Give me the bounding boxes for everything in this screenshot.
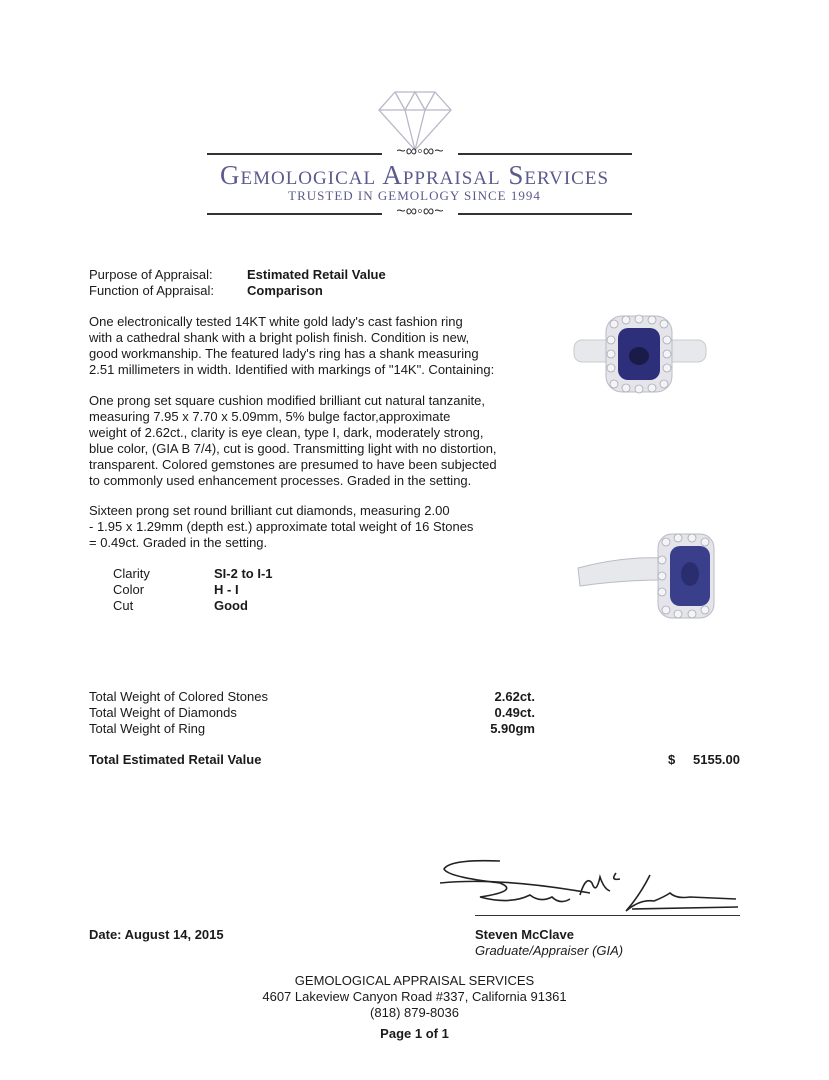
text-line: transparent. Colored gemstones are presumed to have been subjected	[89, 457, 497, 472]
text-line: - 1.95 x 1.29mm (depth est.) approximate total weight of 16 Stones	[89, 519, 474, 534]
diamond-description	[89, 503, 473, 551]
grade-labels	[113, 566, 150, 614]
footer-company: GEMOLOGICAL APPRAISAL SERVICES	[294, 973, 535, 988]
text-line: weight of 2.62ct., clarity is eye clean, type I, dark, moderately strong,	[89, 425, 484, 440]
flourish-icon: ~∞◦∞~	[396, 143, 444, 160]
total-diamonds-label: Total Weight of Diamonds	[89, 705, 237, 720]
text-line: with a cathedral shank with a bright polish finish. Condition is new,	[89, 330, 470, 345]
color-label: Color	[113, 582, 145, 597]
cut-value: Good	[214, 598, 248, 613]
total-ring-label: Total Weight of Ring	[89, 721, 206, 736]
text-line: good workmanship. The featured lady's ring has a shank measuring	[89, 346, 479, 361]
grade-values	[214, 566, 273, 614]
text-line: blue color, (GIA B 7/4), cut is good. Transmitting light with no distortion,	[89, 441, 497, 456]
text-line: 2.51 millimeters in width. Identified with markings of "14K". Containing:	[89, 362, 495, 377]
currency-symbol: $	[668, 752, 676, 767]
footer-phone: (818) 879-8036	[370, 1005, 459, 1020]
text-line: One prong set square cushion modified brilliant cut natural tanzanite,	[89, 393, 486, 408]
company-name: Gemological Appraisal Services	[219, 160, 610, 190]
retail-value-label: Total Estimated Retail Value	[89, 752, 262, 767]
retail-value: 5155.00	[693, 752, 740, 767]
text-line: measuring 7.95 x 7.70 x 5.09mm, 5% bulge factor,approximate	[89, 409, 451, 424]
function-label: Function of Appraisal:	[89, 283, 215, 298]
appraiser-title: Graduate/Appraiser (GIA)	[475, 943, 624, 958]
ring-description	[89, 314, 494, 378]
total-colored-stones-label: Total Weight of Colored Stones	[89, 689, 268, 704]
purpose-label: Purpose of Appraisal:	[89, 267, 213, 282]
total-diamonds-value: 0.49ct.	[494, 705, 535, 720]
cut-label: Cut	[113, 598, 134, 613]
text-line: One electronically tested 14KT white gold lady's cast fashion ring	[89, 314, 463, 329]
appraisal-date: Date: August 14, 2015	[89, 927, 224, 942]
function-value: Comparison	[247, 283, 323, 298]
total-ring-value: 5.90gm	[490, 721, 535, 736]
company-tagline: TRUSTED IN GEMOLOGY SINCE 1994	[288, 188, 541, 203]
clarity-label: Clarity	[113, 566, 150, 581]
text-line: to commonly used enhancement processes. Graded in the setting.	[89, 473, 472, 488]
totals-values	[435, 689, 535, 737]
page-number: Page 1 of 1	[380, 1026, 449, 1041]
header-rule-bottom	[207, 213, 382, 215]
clarity-value: SI-2 to I-1	[214, 566, 273, 581]
color-value: H - I	[214, 582, 239, 597]
totals-labels	[89, 689, 268, 737]
tanzanite-description	[89, 393, 497, 489]
footer-address: 4607 Lakeview Canyon Road #337, California 91361	[262, 989, 567, 1004]
purpose-value: Estimated Retail Value	[247, 267, 386, 282]
text-line: = 0.49ct. Graded in the setting.	[89, 535, 268, 550]
ring-side-view-image	[572, 528, 722, 628]
header-rule-bottom	[458, 213, 632, 215]
header-rule-top	[207, 153, 382, 155]
total-colored-stones-value: 2.62ct.	[494, 689, 535, 704]
flourish-icon: ~∞◦∞~	[396, 203, 444, 220]
appraiser-name: Steven McClave	[475, 927, 574, 942]
ring-top-view-image	[570, 310, 710, 400]
signature-line	[475, 915, 740, 916]
header-rule-top	[458, 153, 632, 155]
text-line: Sixteen prong set round brilliant cut diamonds, measuring 2.00	[89, 503, 450, 518]
signature-image	[440, 855, 740, 917]
